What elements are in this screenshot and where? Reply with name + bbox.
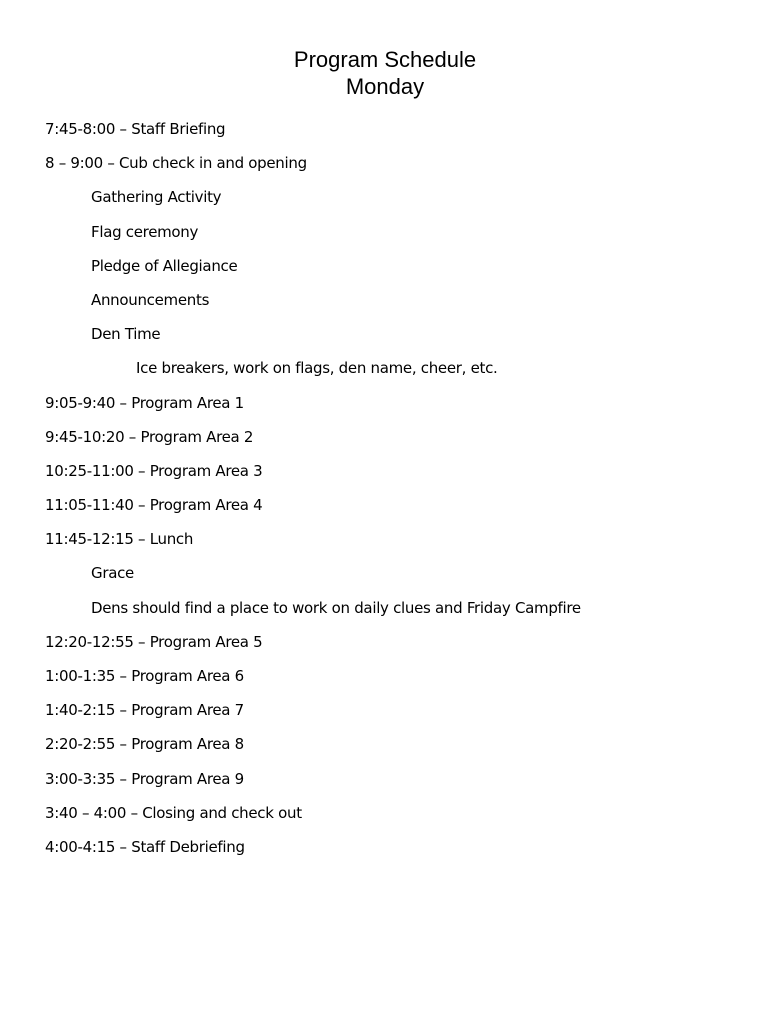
schedule-list	[45, 118, 745, 870]
schedule-item: 11:45-12:15 – Lunch	[45, 530, 194, 549]
schedule-subitem: Grace	[91, 564, 134, 583]
page-subtitle: Monday	[345, 74, 425, 99]
schedule-item: 4:00-4:15 – Staff Debriefing	[45, 837, 245, 856]
schedule-subitem: Gathering Activity	[91, 188, 222, 207]
schedule-item: 8 – 9:00 – Cub check in and opening	[45, 154, 307, 173]
schedule-item: 3:40 – 4:00 – Closing and check out	[45, 803, 302, 822]
schedule-item: 11:05-11:40 – Program Area 4	[45, 496, 263, 515]
schedule-item: 1:00-1:35 – Program Area 6	[45, 667, 244, 685]
schedule-subitem: Dens should find a place to work on daily clues and Friday Campfire	[91, 598, 581, 617]
title-block	[0, 46, 770, 100]
schedule-item: 7:45-8:00 – Staff Briefing	[45, 120, 226, 138]
schedule-subitem: Pledge of Allegiance	[91, 256, 238, 275]
schedule-item: 9:05-9:40 – Program Area 1	[45, 393, 244, 412]
schedule-item: 9:45-10:20 – Program Area 2	[45, 427, 254, 446]
schedule-item: 1:40-2:15 – Program Area 7	[45, 701, 244, 720]
schedule-subsubitem: Ice breakers, work on flags, den name, cheer, etc.	[136, 359, 498, 378]
schedule-subitem: Den Time	[91, 325, 161, 344]
schedule-item: 3:00-3:35 – Program Area 9	[45, 769, 244, 788]
schedule-item: 10:25-11:00 – Program Area 3	[45, 461, 263, 480]
schedule-subitem: Flag ceremony	[91, 222, 199, 241]
schedule-item: 2:20-2:55 – Program Area 8	[45, 735, 244, 754]
page-title: Program Schedule	[293, 47, 477, 72]
schedule-item: 12:20-12:55 – Program Area 5	[45, 632, 263, 651]
schedule-subitem: Announcements	[91, 290, 210, 309]
